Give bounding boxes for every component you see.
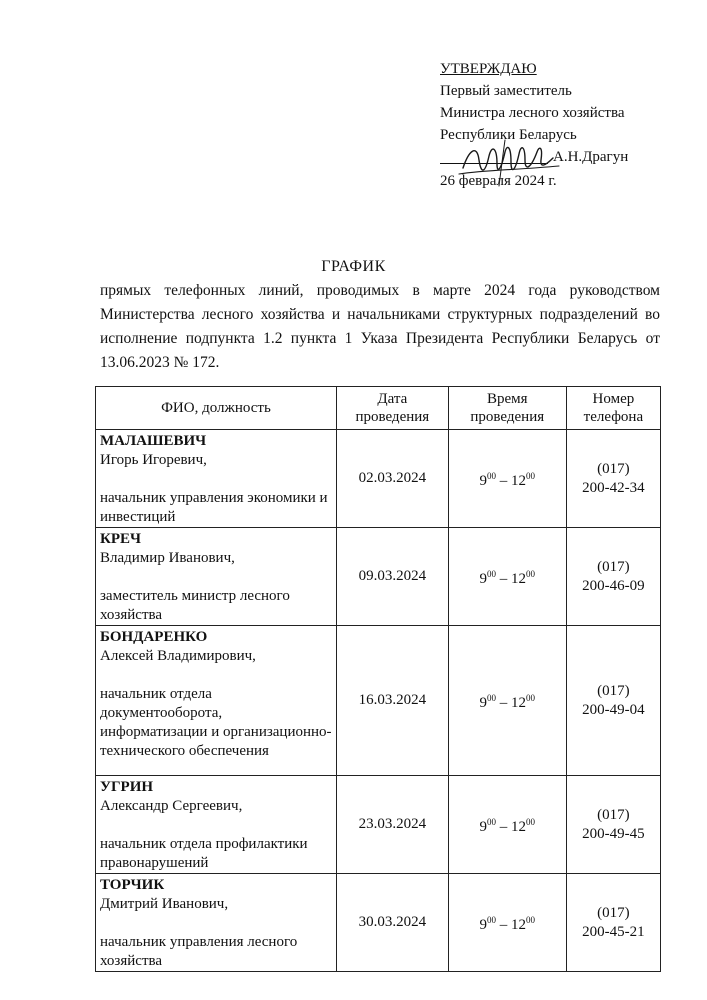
header-fio: ФИО, должность [96, 387, 337, 430]
phone-code: (017) [597, 806, 630, 823]
time-cell [448, 626, 566, 776]
time-to-hour: 12 [511, 916, 527, 933]
given-name: Игорь Игоревич, [100, 452, 207, 468]
approval-title: УТВЕРЖДАЮ [440, 61, 537, 77]
surname: БОНДАРЕНКО [100, 629, 208, 645]
phone-cell [566, 874, 660, 972]
time-separator: – [496, 694, 512, 711]
time-separator: – [496, 916, 512, 933]
surname: КРЕЧ [100, 531, 142, 547]
time-from-minute: 00 [487, 470, 497, 481]
given-name: Алексей Владимирович, [100, 648, 256, 664]
time-from-hour: 9 [479, 570, 488, 587]
table-row [96, 626, 661, 776]
document-title: ГРАФИК [321, 258, 386, 275]
header-date: Дата проведения [336, 387, 448, 430]
phone-number: 200-49-45 [582, 825, 645, 842]
phone-cell [566, 528, 660, 626]
signer-name: А.Н.Драгун [553, 149, 629, 165]
time-from-hour: 9 [479, 818, 488, 835]
table-row [96, 776, 661, 874]
phone-number: 200-46-09 [582, 577, 645, 594]
phone-cell [566, 430, 660, 528]
fio-cell [96, 430, 337, 528]
time-to-minute: 00 [526, 816, 536, 827]
time-cell [448, 430, 566, 528]
time-to-minute: 00 [526, 914, 536, 925]
time-cell [448, 874, 566, 972]
approval-position-line-3: Республики Беларусь [440, 127, 577, 143]
time-to-hour: 12 [511, 694, 527, 711]
time-from-minute: 00 [487, 692, 497, 703]
date-cell: 09.03.2024 [336, 528, 448, 626]
fio-cell [96, 776, 337, 874]
phone-code: (017) [597, 558, 630, 575]
job-position: заместитель министр лесного хозяйства [100, 588, 290, 623]
table-row [96, 874, 661, 972]
time-cell [448, 528, 566, 626]
given-name: Александр Сергеевич, [100, 798, 243, 814]
date-cell: 23.03.2024 [336, 776, 448, 874]
surname: МАЛАШЕВИЧ [100, 433, 207, 449]
schedule-table [95, 386, 661, 972]
fio-cell [96, 528, 337, 626]
phone-number: 200-49-04 [582, 701, 645, 718]
time-from-hour: 9 [479, 916, 488, 933]
approval-position-line-1: Первый заместитель [440, 83, 572, 99]
phone-cell [566, 626, 660, 776]
time-to-minute: 00 [526, 470, 536, 481]
surname: ТОРЧИК [100, 877, 165, 893]
time-to-hour: 12 [511, 472, 527, 489]
time-to-minute: 00 [526, 568, 536, 579]
phone-cell [566, 776, 660, 874]
time-from-minute: 00 [487, 816, 497, 827]
approval-position-line-2: Министра лесного хозяйства [440, 105, 625, 121]
phone-code: (017) [597, 460, 630, 477]
date-cell: 30.03.2024 [336, 874, 448, 972]
date-cell: 02.03.2024 [336, 430, 448, 528]
time-separator: – [496, 570, 512, 587]
time-from-hour: 9 [479, 694, 488, 711]
header-phone: Номер телефона [566, 387, 660, 430]
time-separator: – [496, 818, 512, 835]
table-header-row [96, 387, 661, 430]
phone-code: (017) [597, 682, 630, 699]
time-cell [448, 776, 566, 874]
time-from-hour: 9 [479, 472, 488, 489]
time-to-minute: 00 [526, 692, 536, 703]
approval-date: 26 февраля 2024 г. [440, 173, 557, 189]
time-from-minute: 00 [487, 568, 497, 579]
job-position: начальник управления экономики и инвестиций [100, 490, 328, 525]
time-to-hour: 12 [511, 818, 527, 835]
job-position: начальник управления лесного хозяйства [100, 934, 298, 969]
fio-cell [96, 626, 337, 776]
time-separator: – [496, 472, 512, 489]
time-to-hour: 12 [511, 570, 527, 587]
time-from-minute: 00 [487, 914, 497, 925]
fio-cell [96, 874, 337, 972]
table-row [96, 430, 661, 528]
given-name: Владимир Иванович, [100, 550, 235, 566]
phone-code: (017) [597, 904, 630, 921]
header-time: Время проведения [448, 387, 566, 430]
job-position: начальник отдела профилактики правонарушений [100, 836, 308, 871]
document-subtitle: прямых телефонных линий, проводимых в марте 2024 года руководством Министерства лесного хозяйства и начальниками структурных подразделений во исполнение подпункта 1.2 пункта 1 Указа Президента Республики Беларусь от 13.06.2023 № 172. [100, 282, 660, 371]
phone-number: 200-45-21 [582, 923, 645, 940]
surname: УГРИН [100, 779, 154, 795]
job-position: начальник отдела документооборота, информатизации и организационно-технического обеспечения [100, 686, 332, 759]
given-name: Дмитрий Иванович, [100, 896, 229, 912]
table-row [96, 528, 661, 626]
phone-number: 200-42-34 [582, 479, 645, 496]
handwritten-signature [455, 130, 565, 190]
date-cell: 16.03.2024 [336, 626, 448, 776]
